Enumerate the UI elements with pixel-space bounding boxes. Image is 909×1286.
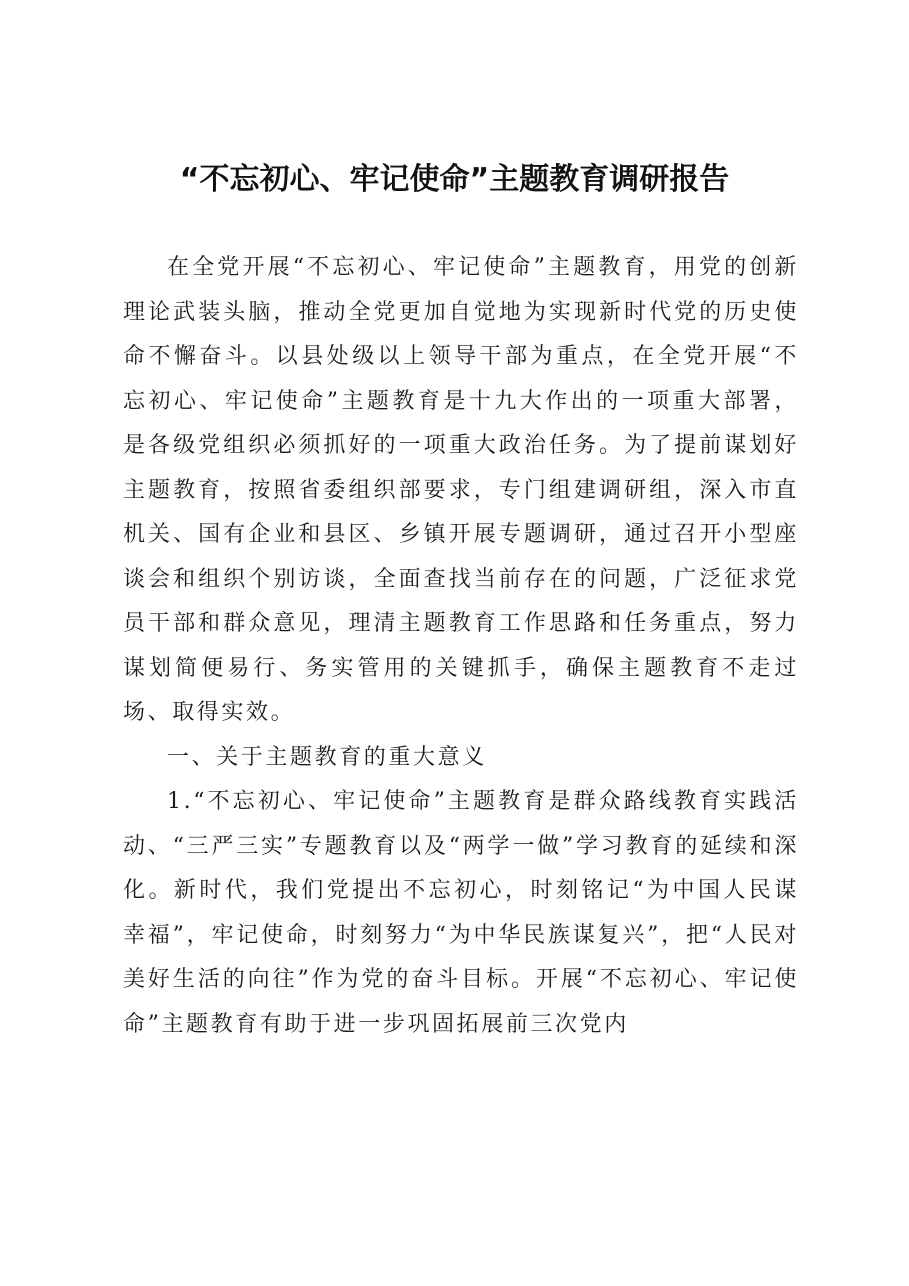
section-heading: 一、关于主题教育的重大意义 bbox=[167, 744, 487, 770]
point-1-paragraph: 1.“不忘初心、牢记使命”主题教育是群众路线教育实践活动、“三严三实”专题教育以及“两学一做”学习教育的延续和深化。新时代，我们党提出不忘初心，时刻铭记“为中国人民谋幸福”，牢记使命，时刻努力“为中华民族谋复兴”，把“人民对美好生活的向往”作为党的奋斗目标。开展“不忘初心、牢记使命”主题教育有助于进一步巩固拓展前三次党内 bbox=[123, 789, 799, 1037]
intro-paragraph: 在全党开展“不忘初心、牢记使命”主题教育，用党的创新理论武装头脑，推动全党更加自觉地为实现新时代党的历史使命不懈奋斗。以县处级以上领导干部为重点，在全党开展“不忘初心、牢记使命”主题教育是十九大作出的一项重大部署，是各级党组织必须抓好的一项重大政治任务。为了提前谋划好主题教育，按照省委组织部要求，专门组建调研组，深入市直机关、国有企业和县区、乡镇开展专题调研，通过召开小型座谈会和组织个别访谈，全面查找当前存在的问题，广泛征求党员干部和群众意见，理清主题教育工作思路和任务重点，努力谋划简便易行、务实管用的关键抓手，确保主题教育不走过场、取得实效。 bbox=[123, 255, 799, 725]
document-title: “不忘初心、牢记使命”主题教育调研报告 bbox=[179, 162, 730, 197]
document-body bbox=[123, 246, 799, 1047]
